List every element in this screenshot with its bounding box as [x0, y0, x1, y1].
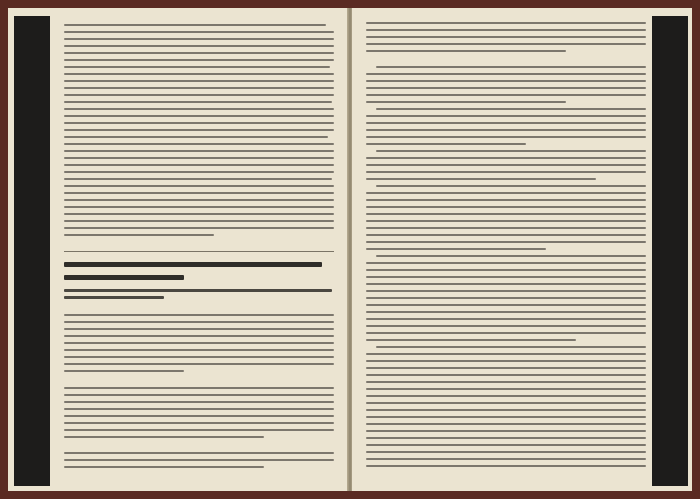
text-line	[366, 192, 646, 194]
text-line	[366, 339, 576, 341]
text-line	[366, 164, 646, 166]
text-line	[366, 143, 526, 145]
text-line	[366, 269, 646, 271]
text-line	[366, 220, 646, 222]
text-line	[366, 423, 646, 425]
text-line	[366, 374, 646, 376]
text-line	[366, 122, 646, 124]
text-line	[366, 311, 646, 313]
left-side-title	[14, 16, 50, 486]
text-line	[376, 255, 646, 257]
text-line	[366, 199, 646, 201]
right-page	[352, 8, 692, 491]
text-line	[366, 157, 646, 159]
text-line	[366, 171, 646, 173]
text-line	[366, 332, 646, 334]
text-line	[366, 451, 646, 453]
text-line	[376, 346, 646, 348]
text-line	[366, 353, 646, 355]
text-line	[366, 262, 646, 264]
text-line	[366, 227, 646, 229]
text-line	[366, 206, 646, 208]
left-page	[8, 8, 348, 491]
text-line	[366, 381, 646, 383]
text-line	[366, 283, 646, 285]
article-divider	[64, 251, 334, 252]
text-line	[366, 297, 646, 299]
text-line	[366, 367, 646, 369]
text-line	[376, 185, 646, 187]
text-line	[366, 241, 646, 243]
text-line	[366, 178, 596, 180]
text-line	[366, 395, 646, 397]
text-line	[366, 129, 646, 131]
text-line	[366, 318, 646, 320]
text-line	[366, 402, 646, 404]
text-line	[366, 94, 646, 96]
text-line	[366, 304, 646, 306]
right-side-title	[652, 16, 688, 486]
text-line	[376, 150, 646, 152]
text-line	[366, 136, 646, 138]
left-side-band	[14, 16, 50, 486]
text-line	[366, 290, 646, 292]
text-line	[366, 234, 646, 236]
text-line	[366, 87, 646, 89]
text-line	[366, 325, 646, 327]
text-line	[366, 248, 546, 250]
text-line	[366, 360, 646, 362]
text-line	[366, 101, 566, 103]
text-line	[366, 73, 646, 75]
text-line	[366, 213, 646, 215]
text-line	[366, 458, 646, 460]
text-line	[366, 416, 646, 418]
text-line	[366, 437, 646, 439]
text-line	[366, 276, 646, 278]
text-line	[366, 115, 646, 117]
text-line	[366, 430, 646, 432]
text-line	[366, 80, 646, 82]
text-line	[366, 409, 646, 411]
text-line	[376, 108, 646, 110]
right-side-band	[652, 16, 688, 486]
text-line	[376, 66, 646, 68]
text-line	[366, 444, 646, 446]
text-line	[366, 465, 646, 467]
text-line	[366, 388, 646, 390]
